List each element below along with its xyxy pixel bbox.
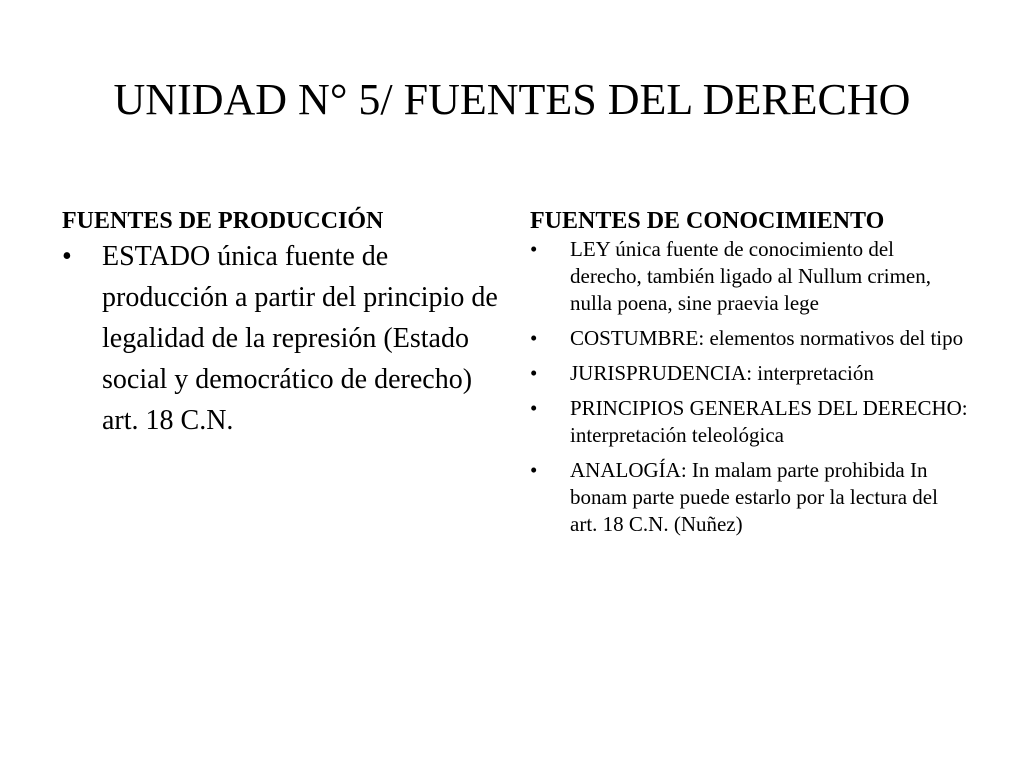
production-sources-list xyxy=(62,236,502,441)
list-item xyxy=(530,457,970,538)
list-item xyxy=(530,360,970,387)
list-item xyxy=(530,325,970,352)
list-item-text: PRINCIPIOS GENERALES DEL DERECHO: interpretación teleológica xyxy=(570,396,968,447)
list-item-text: COSTUMBRE: elementos normativos del tipo xyxy=(570,326,964,350)
bullet-icon: • xyxy=(530,396,538,420)
list-item-text: ANALOGÍA: In malam parte prohibida In bonam parte puede estarlo por la lectura del art. 18 C.N. (Nuñez) xyxy=(570,458,938,536)
knowledge-sources-heading: FUENTES DE CONOCIMIENTO xyxy=(530,208,885,234)
bullet-icon: • xyxy=(530,326,538,350)
list-item xyxy=(62,236,502,441)
knowledge-sources-list xyxy=(530,236,970,538)
slide-title: UNIDAD N° 5/ FUENTES DEL DERECHO xyxy=(113,75,911,124)
bullet-icon: • xyxy=(530,458,538,482)
list-item-text: LEY única fuente de conocimiento del derecho, también ligado al Nullum crimen, nulla poena, sine praevia lege xyxy=(570,237,931,315)
list-item xyxy=(530,395,970,449)
list-item-text: ESTADO única fuente de producción a partir del principio de legalidad de la represión (Estado social y democrático de derecho) art. 18 C.N. xyxy=(102,241,498,436)
knowledge-sources-column xyxy=(530,206,970,546)
list-item xyxy=(530,236,970,317)
list-item-text: JURISPRUDENCIA: interpretación xyxy=(570,361,874,385)
bullet-icon: • xyxy=(530,361,538,385)
bullet-icon: • xyxy=(530,237,538,261)
bullet-icon: • xyxy=(62,241,72,272)
production-sources-column xyxy=(62,206,502,441)
production-sources-heading: FUENTES DE PRODUCCIÓN xyxy=(62,208,384,234)
